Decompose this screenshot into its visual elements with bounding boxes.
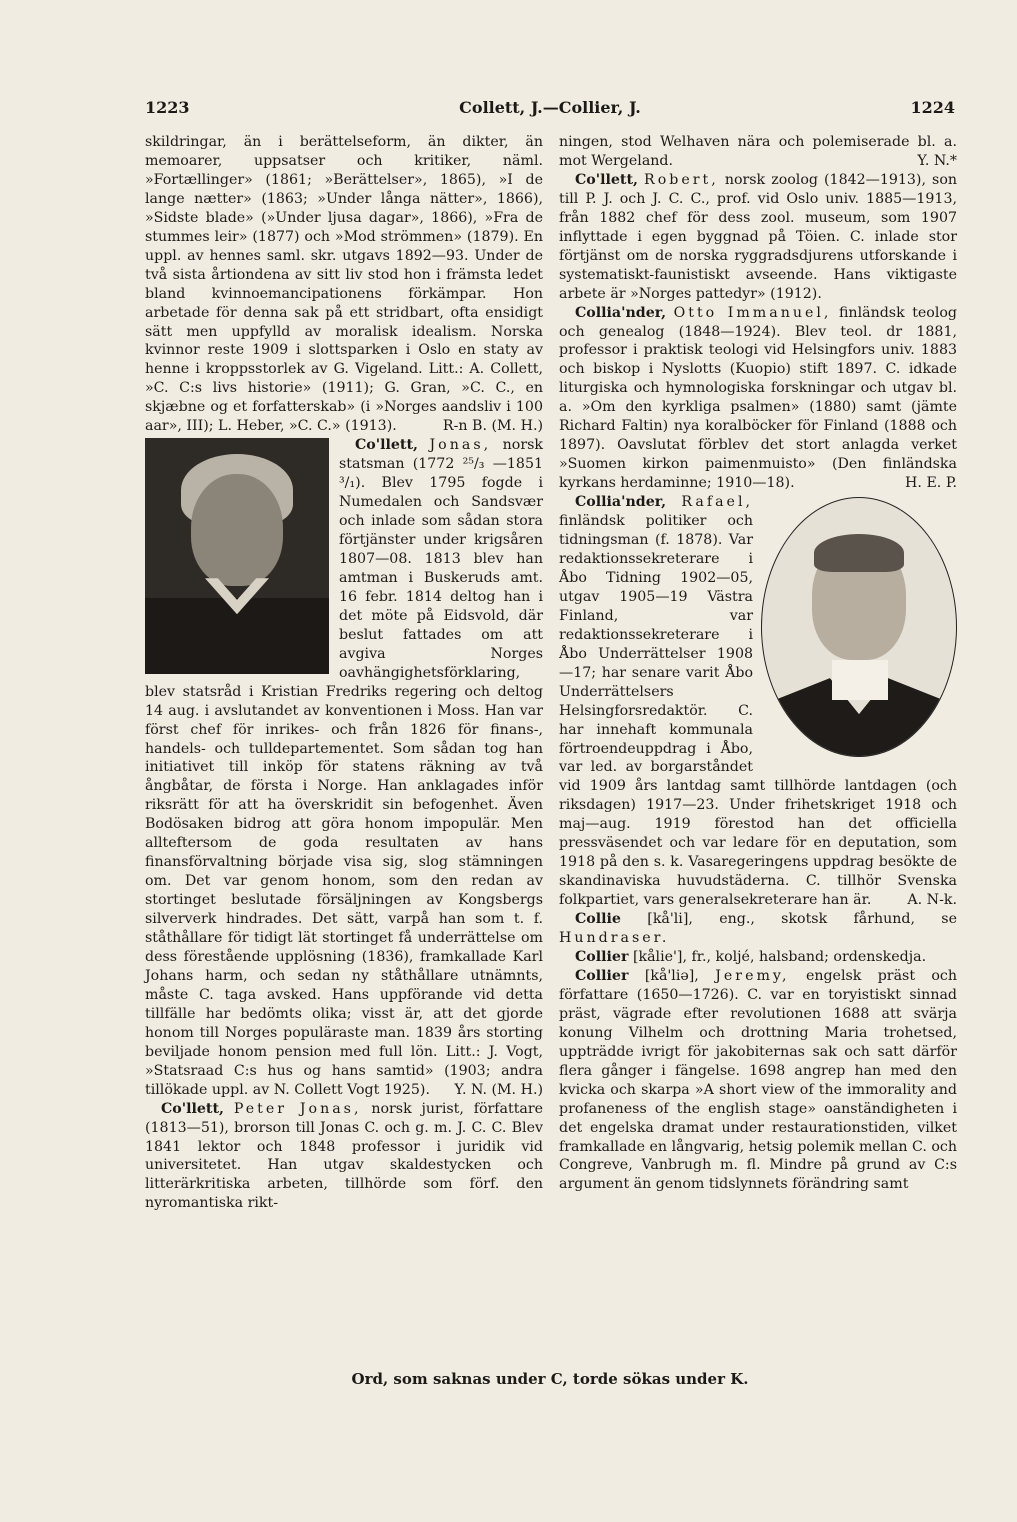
entry-name: Robert, bbox=[644, 171, 719, 188]
pronunciation: [kå'liə], bbox=[644, 967, 699, 984]
entry-name: Rafael, bbox=[681, 494, 753, 511]
headword: Collier bbox=[575, 967, 629, 984]
headword: Collie bbox=[575, 911, 621, 928]
author-signature: R-n B. (M. H.) bbox=[442, 418, 543, 435]
running-title: Collett, J.—Collier, J. bbox=[459, 98, 641, 117]
entry-name: Jeremy, bbox=[715, 967, 790, 984]
headword: Collia'nder, bbox=[575, 494, 667, 511]
cross-reference: Hundraser. bbox=[559, 930, 670, 947]
article-continuation bbox=[559, 133, 957, 171]
entry-text: finländsk teolog och genealog (1848—1924). Blev teol. dr 1881, professor i praktisk teologi vid Helsingfors univ. 1883 och biskop i Nyslotts (Kuopio) stift 1897. C. idkade liturgiska och hymnologiska forskningar och utgav bl. a. »Om den kyrkliga psalmen» (1880) samt (jämte Richard Faltin) nya koralböcker för Finland (1888 och 1897). Oavslutat förblev det stort anlagda verket »Suomen kirkon paimenmuisto» (Den finländska kyrkans herdaminne; 1910—18). bbox=[559, 304, 957, 492]
entry-text: [kålie'], fr., koljé, halsband; ordenskedja. bbox=[632, 948, 927, 965]
entry-name: Jonas, bbox=[429, 437, 492, 454]
entry-text: engelsk präst och författare (1650—1726). C. var en toryistiskt sinnad präst, vägrade efter revolutionen 1688 att svärja konung Vilhelm och drottning Maria trohetsed, uppträdde ivrigt för jakobiternas sak och satt därför flera gånger i fängelse. 1698 angrep han med den kvicka och skarpa »A short view of the immorality and profaneness of the english stage» oanständigheten i det engelska dramat under restaurationstiden, vilket framkallade en långvarig, hetsig polemik mellan C. och Congreve, Vanbrugh m. fl. Mindre på grund av C:s argument än genom tidslynnets förändring samt bbox=[559, 967, 958, 1193]
entry-text: finländsk politiker och tidningsman (f. 1878). Var redaktionssekreterare i Åbo Tidning 1902—05, utgav 1905—19 Västra Finland, var redaktionssekreterare i Åbo Underrättelser 1908—17; har senare varit Åbo Underrättelsers Helsingforsredaktör. C. har innehaft kommunala förtroendeuppdrag i Åbo, var led. av borgarståndet vid 1909 års lantdag samt tillhörde lantdagen (och riksdagen) 1917—23. Under frihetskriget 1918 och maj—aug. 1919 förestod han det officiella pressväsendet och var ledare för en deputation, som 1918 på den s. k. Vasaregeringens uppdrag besökte de skandinaviska huvudstäderna. C. tillhör Svenska folkpartiet, vars generalsekreterare han är. bbox=[559, 513, 957, 909]
entry-collie bbox=[559, 910, 957, 948]
page-header bbox=[145, 98, 955, 126]
article-continuation bbox=[145, 133, 543, 436]
headword: Collier bbox=[575, 948, 629, 965]
left-column bbox=[145, 133, 543, 1213]
right-column bbox=[559, 133, 957, 1194]
portrait-rafael-colliander bbox=[761, 497, 957, 759]
headword: Collia'nder, bbox=[575, 304, 667, 321]
entry-peter-jonas-collett bbox=[145, 1100, 543, 1214]
entry-text: norsk jurist, författare (1813—51), brorson till Jonas C. och g. m. J. C. C. Blev 1841 lektor och 1848 professor i juridik vid universitetet. Han utgav skaldestycken och litterärkritiska arbeten, tillhörde som förf. den nyromantiska rikt- bbox=[145, 1100, 544, 1212]
headword: Co'llett, bbox=[575, 171, 638, 188]
headword: Co'llett, bbox=[161, 1100, 224, 1117]
portrait-hair bbox=[814, 534, 904, 572]
entry-collier-fr bbox=[559, 948, 957, 967]
entry-rafael-colliander bbox=[559, 493, 957, 910]
portrait-jonas-collett bbox=[145, 438, 329, 674]
entry-text: [kå'li], eng., skotsk fårhund, se bbox=[647, 911, 957, 928]
author-signature: Y. N. (M. H.) bbox=[454, 1081, 543, 1098]
entry-jonas-collett bbox=[145, 436, 543, 1099]
entry-text: norsk zoolog (1842—1913), son till P. J. och J. C. C., prof. vid Oslo univ. 1885—1913, från 1882 chef för dess zool. museum, som 1907 inflyttade i egen byggnad på Töien. C. inlade stor förtjänst om de norska ryggradsdjurens utforskande i systematiskt-faunistiskt avseende. Hans viktigaste arbete är »Norges pattedyr» (1912). bbox=[559, 171, 958, 302]
author-signature: H. E. P. bbox=[905, 475, 957, 492]
article-text: ningen, stod Welhaven nära och polemiserade bl. a. mot Wergeland. bbox=[559, 134, 957, 169]
article-text: skildringar, än i berättelseform, än dikter, än memoarer, uppsatser och kritiker, näml. »Fortællinger» (1861; »Berättelser», 1865), »I de lange nætter» (1863; »Under långa nätter», 1866), »Sidste blade» (»Under ljusa dagar», 1866), »Fra de stummes leir» (1877) och »Mod strömmen» (1879). En uppl. av hennes saml. skr. utgavs 1892—93. Under de två sista årtiondena av sitt liv stod hon i främsta ledet bland kvinnoemancipationens förkämpar. Hon arbetade för denna sak på ett stridbart, ofta ensidigt sätt men uppfylld av moralisk idealism. Norska kvinnor reste 1909 i slottsparken i Oslo en staty av henne i kroppsstorlek av G. Vigeland. Litt.: A. Collett, »C. C:s livs historie» (1911); G. Gran, »C. C., en skjæbne og et forfatterskab» (i »Norges aandsliv i 100 aar», III); L. Heber, »C. C.» (1913). bbox=[145, 134, 543, 435]
author-signature: Y. N.* bbox=[917, 152, 957, 169]
entry-jeremy-collier bbox=[559, 967, 957, 1194]
entry-name: Peter Jonas, bbox=[233, 1100, 362, 1117]
page-footer-note: Ord, som saknas under C, torde sökas under K. bbox=[351, 1370, 749, 1388]
page-number-right: 1224 bbox=[910, 98, 955, 117]
entry-robert-collett bbox=[559, 171, 957, 304]
portrait-face bbox=[191, 474, 283, 586]
entry-text: norsk statsman (1772 ²⁵/₃ —1851 ³/₁). Blev 1795 fogde i Numedalen och Sandsvær och inlade som sådan stora förtjänster under krigsåren 1807—08. 1813 blev han amtman i Buskeruds amt. 16 febr. 1814 deltog han i det möte på Eidsvold, där beslut fattades om att avgiva Norges oavhängighetsförklaring, blev statsråd i Kristian Fredriks regering och deltog 14 aug. i avslutandet av konventionen i Moss. Han var först chef för inrikes- och från 1826 för finans-, handels- och tulldepartementet. Som sådan tog han initiativet till inköp för statens räkning av två ångbåtar, de första i Norge. Han anklagades inför riksrätt för att ha överskridit sin befogenhet. Även Bodösaken bidrog att göra honom impopulär. Men allteftersom de goda resultaten av hans finansförvaltning började visa sig, slog stämningen om. Det var genom honom, som den redan av stortinget beslutade försäljningen av Kongsbergs silververk hindrades. Det sätt, varpå han som t. f. ståthållare för tidigt lät stortinget få underrättelse om dess förestående upplösning (1836), framkallade Karl Johans harm, och sedan ny ståthållare utnämnts, måste C. taga avsked. Hans uppförande vid detta tillfälle har bedömts olika; visst är, att det gjorde honom till Norges populäraste man. 1839 års storting beviljade honom pension med full lön. Litt.: J. Vogt, »Statsraad C:s hus og hans samtid» (1903; andra tillökade uppl. av N. Collett Vogt 1925). bbox=[145, 437, 544, 1098]
entry-name: Otto Immanuel, bbox=[673, 304, 832, 321]
entry-otto-colliander bbox=[559, 304, 957, 494]
portrait-shirt bbox=[832, 660, 888, 700]
headword: Co'llett, bbox=[355, 437, 418, 454]
page-number-left: 1223 bbox=[145, 98, 190, 117]
author-signature: A. N-k. bbox=[907, 892, 957, 909]
portrait-oval-frame bbox=[761, 497, 957, 757]
